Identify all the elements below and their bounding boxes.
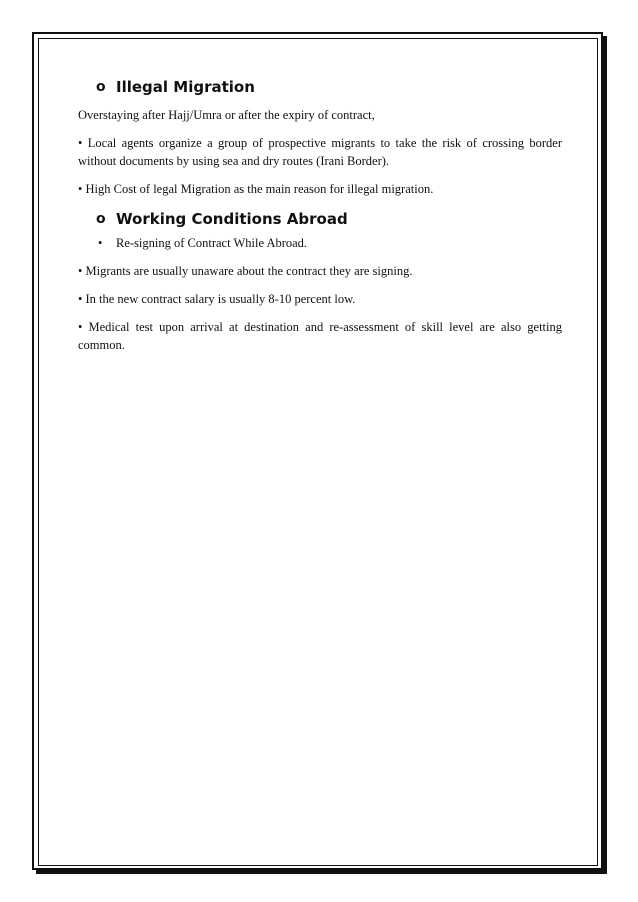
list-item-text: Re-signing of Contract While Abroad. bbox=[116, 236, 308, 250]
circle-bullet-icon: o bbox=[96, 79, 106, 95]
dot-bullet-icon: • bbox=[98, 236, 103, 250]
paragraph: • High Cost of legal Migration as the main reason for illegal migration. bbox=[78, 182, 434, 196]
paragraph: • Migrants are usually unaware about the contract they are signing. bbox=[78, 264, 413, 278]
section-heading-working-conditions bbox=[78, 206, 562, 232]
page-border-shadow-right bbox=[603, 36, 607, 874]
paragraph: • Local agents organize a group of prospective migrants to take the risk of crossing border without documents by using sea and dry routes (Irani Border). bbox=[78, 136, 562, 168]
paragraph: • In the new contract salary is usually 8-10 percent low. bbox=[78, 292, 356, 306]
section-heading-illegal-migration bbox=[78, 74, 562, 100]
page-border-shadow-bottom bbox=[36, 870, 607, 874]
circle-bullet-icon: o bbox=[96, 211, 106, 227]
paragraph: • Medical test upon arrival at destination and re-assessment of skill level are also getting common. bbox=[78, 320, 562, 352]
heading-text: Illegal Migration bbox=[116, 78, 255, 96]
heading-text: Working Conditions Abroad bbox=[116, 210, 348, 228]
document-body bbox=[78, 74, 562, 354]
list-item bbox=[78, 234, 562, 252]
paragraph: Overstaying after Hajj/Umra or after the expiry of contract, bbox=[78, 108, 375, 122]
